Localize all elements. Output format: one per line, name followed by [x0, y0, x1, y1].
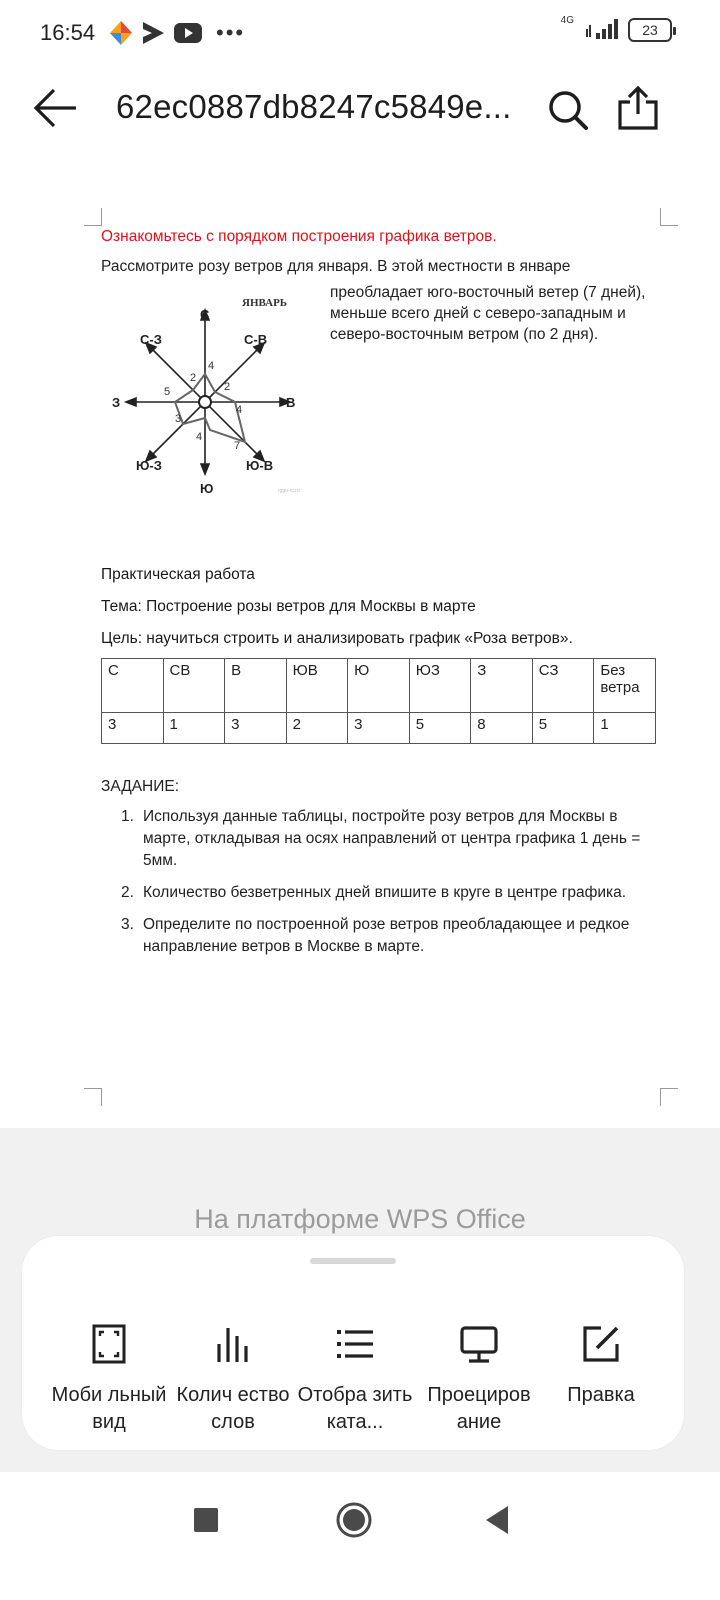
tool-label: Отобра зить ката...	[297, 1384, 413, 1433]
practical-title: Практическая работа	[101, 566, 255, 583]
intro-wrap: преобладает юго-восточный ветер (7 дней), меньше всего дней с северо-западным и северо-восточным ветром (по 2 дня).	[330, 284, 646, 343]
word-count-icon	[211, 1322, 255, 1366]
table-value-cell: 2	[286, 713, 348, 744]
svg-text:4: 4	[236, 404, 243, 416]
doc-heading: Ознакомьтесь с порядком построения графика ветров.	[101, 228, 497, 245]
task-item	[101, 882, 661, 904]
task-text: Определите по построенной розе ветров преобладающее и редкое направление ветров в Москве в марте.	[143, 916, 630, 955]
share-icon[interactable]	[616, 84, 660, 132]
mobile-view-icon	[87, 1322, 131, 1366]
tool-label: Правка	[567, 1384, 635, 1406]
status-time: 16:54	[40, 20, 96, 45]
task-item	[101, 806, 661, 872]
table-header-row	[102, 659, 656, 713]
svg-text:4: 4	[196, 431, 203, 443]
projection-icon	[457, 1322, 501, 1366]
task-number: 1.	[121, 808, 134, 825]
tool-label: Проециров ание	[427, 1384, 531, 1433]
document-page[interactable]	[0, 200, 720, 1120]
youtube-icon	[174, 23, 202, 43]
rose-dir-ne: С-В	[244, 332, 268, 347]
rose-dir-w: З	[112, 395, 121, 410]
rose-dir-nw: С-З	[140, 332, 162, 347]
status-right	[560, 14, 672, 42]
svg-text:3: 3	[175, 413, 182, 425]
table-header-cell: СЗ	[532, 659, 594, 713]
page-corner-mark	[660, 1088, 678, 1106]
document-title: 62ec0887db8247c5849e...	[116, 88, 512, 125]
home-button-icon[interactable]	[334, 1500, 374, 1540]
table-value-cell: 5	[532, 713, 594, 744]
task-number: 3.	[121, 916, 134, 933]
battery-indicator: 23	[628, 18, 672, 42]
task-item	[101, 914, 661, 958]
task-list	[101, 806, 661, 968]
recents-button-icon[interactable]	[186, 1500, 226, 1540]
edit-icon	[579, 1322, 623, 1366]
table-header-cell: Без ветра	[594, 659, 656, 713]
tool-word-count[interactable]	[168, 1322, 298, 1436]
svg-text:4: 4	[208, 360, 215, 372]
tool-edit[interactable]	[536, 1322, 666, 1409]
title-bar	[0, 70, 720, 150]
intro-line: Рассмотрите розу ветров для января. В этой местности в январе	[101, 258, 571, 275]
table-value-cell: 3	[348, 713, 410, 744]
task-text: Количество безветренных дней впишите в круге в центре графика.	[143, 884, 627, 901]
page-corner-mark	[84, 1088, 102, 1106]
rose-watermark: rggu-rc.ru	[278, 488, 300, 494]
tool-label: Моби льный вид	[51, 1384, 167, 1433]
wind-data-table	[101, 658, 656, 744]
status-app-icons	[110, 20, 245, 46]
rose-dir-e: В	[286, 395, 296, 410]
table-value-cell: 1	[594, 713, 656, 744]
table-header-cell: З	[471, 659, 533, 713]
topic-line: Тема: Построение розы ветров для Москвы в марте	[101, 598, 476, 615]
back-arrow-icon[interactable]	[30, 86, 80, 130]
kite-app-icon	[110, 21, 132, 45]
table-value-cell: 3	[225, 713, 287, 744]
svg-text:2: 2	[190, 372, 197, 384]
table-value-row	[102, 713, 656, 744]
page-corner-mark	[660, 208, 678, 226]
table-header-cell: С	[102, 659, 164, 713]
search-icon[interactable]	[546, 88, 590, 132]
tool-label: Колич ество слов	[176, 1384, 290, 1433]
table-header-cell: ЮЗ	[409, 659, 471, 713]
rose-title: ЯНВАРЬ	[242, 297, 288, 309]
table-header-cell: ЮВ	[286, 659, 348, 713]
table-value-cell: 5	[409, 713, 471, 744]
rose-dir-se: Ю-В	[246, 458, 274, 473]
sheet-drag-handle[interactable]	[310, 1258, 396, 1264]
svg-text:7: 7	[234, 440, 241, 452]
status-bar	[0, 0, 720, 64]
tool-projection[interactable]	[414, 1322, 544, 1436]
task-title: ЗАДАНИЕ:	[101, 778, 180, 795]
rose-dir-sw: Ю-З	[136, 458, 162, 473]
rose-dir-s: Ю	[200, 481, 214, 496]
signal-icon	[584, 19, 618, 41]
table-value-cell: 8	[471, 713, 533, 744]
table-header-cell: Ю	[348, 659, 410, 713]
wind-rose-figure	[108, 292, 328, 507]
rose-dir-n: С	[200, 307, 210, 322]
tool-mobile-view[interactable]	[44, 1322, 174, 1436]
play-app-icon	[140, 20, 166, 46]
table-value-cell: 3	[102, 713, 164, 744]
tool-catalog[interactable]	[290, 1322, 420, 1436]
task-number: 2.	[121, 884, 134, 901]
table-header-cell: В	[225, 659, 287, 713]
table-header-cell: СВ	[163, 659, 225, 713]
catalog-icon	[333, 1322, 377, 1366]
back-button-icon[interactable]	[480, 1500, 520, 1540]
page-corner-mark	[84, 208, 102, 226]
svg-text:5: 5	[164, 386, 171, 398]
table-value-cell: 1	[163, 713, 225, 744]
svg-text:2: 2	[224, 381, 231, 393]
goal-line: Цель: научиться строить и анализировать график «Роза ветров».	[101, 630, 573, 647]
platform-text: На платформе WPS Office	[194, 1204, 526, 1234]
task-text: Используя данные таблицы, постройте розу ветров для Москвы в марте, откладывая на осях направлений от центра графика 1 день = 5мм.	[143, 808, 641, 869]
more-notifications-icon: •••	[216, 20, 246, 45]
network-type: 4G	[560, 14, 574, 26]
